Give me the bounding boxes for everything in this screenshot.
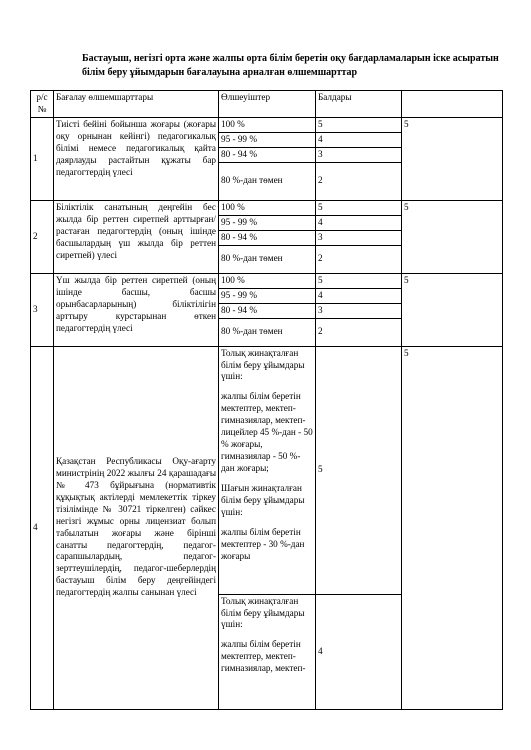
criteria-table [30,90,503,710]
row-criteria: Біліктілік санатының деңгейін бес жылда бір реттен сиретпей арттырған/растаған педагогтердің (оның ішінде басшылардың үш жылда бір реттен сиретпей) үлесі [54,200,219,273]
row-criteria: Үш жылда бір реттен сиретпей (оның ішінде басшы, басшы орынбасарларының) біліктілігін арттыру курстарынан өткен педагогтердің үлесі [54,273,219,346]
row-num: 3 [31,273,54,346]
points-cell: 3 [316,230,402,245]
header-points: Балдары [316,91,402,118]
indicator-text: Шағын жинақталған білім беру ұйымдары үшін: [221,483,305,518]
points-cell: 2 [316,245,402,273]
table-header-row [31,91,503,118]
indicator-text: Толық жинақталған білім беру ұйымдары үшін: [221,347,305,382]
points-cell: 3 [316,303,402,318]
points-cell: 4 [316,132,402,147]
points-cell: 5 [316,200,402,215]
max-points-cell: 5 [402,118,503,201]
indicator-cell: 95 - 99 % [219,215,316,230]
max-points-cell: 5 [402,346,503,709]
indicator-text: жалпы білім беретін мектептер, мектеп-гимназиялар, мектеп-лицейлер 45 %-дан - 50 % жоғары, гимназиялар - 50 %-дан жоғары; [221,391,313,474]
header-indicators: Өлшеуіштер [219,91,316,118]
indicator-cell: 95 - 99 % [219,132,316,147]
page-title: Бастауыш, негізгі орта және жалпы орта білім беретін оқу бағдарламаларын іске асыратын білім беру ұйымдарын бағалауына арналған өлшемшарттар [82,53,499,78]
points-cell: 2 [316,318,402,346]
table-row [31,118,503,133]
points-cell: 4 [316,288,402,303]
header-criteria: Бағалау өлшемшарттары [54,91,219,118]
row-num: 2 [31,200,54,273]
points-cell: 5 [316,118,402,133]
table-row [31,200,503,215]
row-criteria: Қазақстан Республикасы Оқу-ағарту министрінің 2022 жылғы 24 қарашадағы № 473 бұйрығына (нормативтік құқықтық актілерді мемлекеттік тіркеу тізілімінде № 30721 тіркелген) сәйкес негізгі жұмыс орны лицензиат болып табылатын жоғары және бірінші санатты педагогтердің, педагог-сарапшылардың, педагог-зерттеушілердің, педагог-шеберлердің бастауыш білім беру деңгейіндегі педагогтердің жалпы санынан үлесі [54,346,219,709]
indicator-block [219,594,316,709]
row-criteria: Тиісті бейіні бойынша жоғары (жоғары оқу орнынан кейінгі) педагогикалық білімі немесе педагогикалық қайта даярлауды растайтын құжаты бар педагогтердің үлесі [54,118,219,201]
points-cell: 5 [316,346,402,594]
indicator-block [219,346,316,594]
indicator-cell: 100 % [219,118,316,133]
indicator-text: жалпы білім беретін мектептер, мектеп-гимназиялар, мектеп- [221,639,306,674]
indicator-cell: 80 - 94 % [219,147,316,162]
points-cell: 3 [316,147,402,162]
row-num: 1 [31,118,54,201]
indicator-cell: 80 - 94 % [219,303,316,318]
indicator-text: жалпы білім беретін мектептер - 30 %-дан жоғары [221,526,305,561]
max-points-cell: 5 [402,273,503,346]
indicator-cell: 95 - 99 % [219,288,316,303]
indicator-cell: 100 % [219,200,316,215]
indicator-cell: 80 %-дан төмен [219,245,316,273]
table-row [31,273,503,288]
points-cell: 4 [316,215,402,230]
points-cell: 5 [316,273,402,288]
points-cell: 2 [316,162,402,200]
max-points-cell: 5 [402,200,503,273]
indicator-text: Толық жинақталған білім беру ұйымдары үшін: [221,595,305,630]
indicator-cell: 80 %-дан төмен [219,162,316,200]
indicator-cell: 80 - 94 % [219,230,316,245]
table-row [31,346,503,594]
header-num: р/с № [31,91,54,118]
indicator-cell: 100 % [219,273,316,288]
row-num: 4 [31,346,54,709]
header-max [402,91,503,118]
indicator-cell: 80 %-дан төмен [219,318,316,346]
points-cell: 4 [316,594,402,709]
